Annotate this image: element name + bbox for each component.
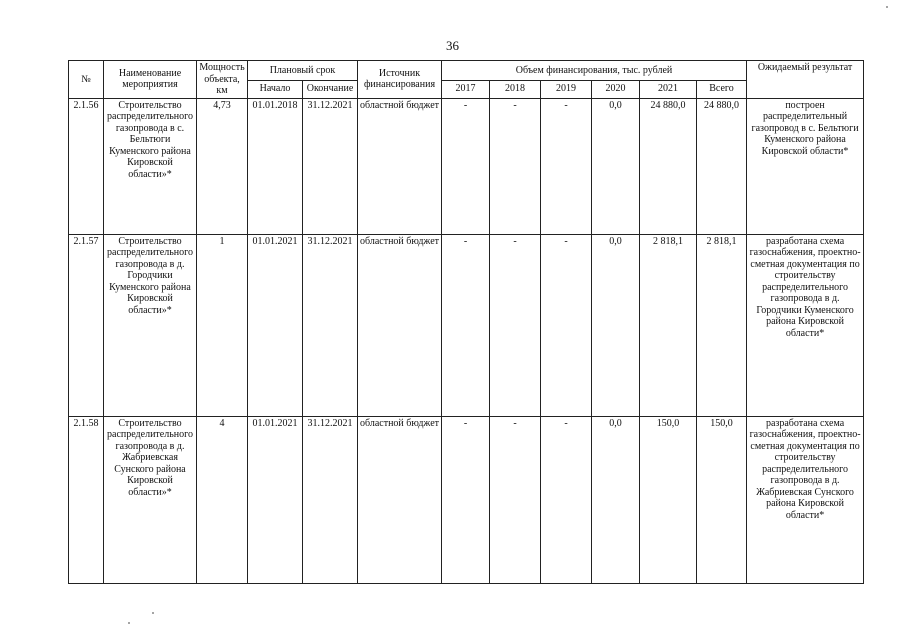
cell-source: областной бюджет <box>358 98 442 234</box>
scan-speck <box>152 612 154 614</box>
cell-2019: - <box>541 234 592 416</box>
cell-end: 31.12.2021 <box>303 234 358 416</box>
cell-2017: - <box>442 98 490 234</box>
table-row <box>69 98 864 234</box>
header-financing: Объем финансирования, тыс. рублей <box>442 61 747 81</box>
cell-start: 01.01.2021 <box>248 234 303 416</box>
financing-table <box>68 60 864 584</box>
cell-2021: 150,0 <box>640 416 697 583</box>
header-year-2018: 2018 <box>490 80 541 98</box>
cell-total: 2 818,1 <box>697 234 747 416</box>
cell-2021: 2 818,1 <box>640 234 697 416</box>
cell-2021: 24 880,0 <box>640 98 697 234</box>
table-row <box>69 234 864 416</box>
cell-2020: 0,0 <box>592 98 640 234</box>
cell-total: 150,0 <box>697 416 747 583</box>
cell-capacity: 4,73 <box>197 98 248 234</box>
cell-2019: - <box>541 98 592 234</box>
cell-source: областной бюджет <box>358 416 442 583</box>
cell-total: 24 880,0 <box>697 98 747 234</box>
header-year-2019: 2019 <box>541 80 592 98</box>
table-row <box>69 416 864 583</box>
scan-speck <box>128 622 130 624</box>
cell-result: построен распределительный газопровод в с. Бельтюги Куменского района Кировской области* <box>747 98 864 234</box>
cell-2018: - <box>490 416 541 583</box>
header-planned-term: Плановый срок <box>248 61 358 81</box>
header-result: Ожидаемый результат <box>747 61 864 99</box>
cell-end: 31.12.2021 <box>303 98 358 234</box>
cell-end: 31.12.2021 <box>303 416 358 583</box>
page-number: 36 <box>446 38 459 53</box>
header-row-1 <box>69 61 864 81</box>
cell-name: Строительство распределительного газопровода в д. Городчики Куменского района Кировской области»* <box>104 234 197 416</box>
cell-2017: - <box>442 416 490 583</box>
header-total: Всего <box>697 80 747 98</box>
header-name: Наименование мероприятия <box>104 61 197 99</box>
cell-name: Строительство распределительного газопровода в с. Бельтюги Куменского района Кировской области»* <box>104 98 197 234</box>
cell-2017: - <box>442 234 490 416</box>
cell-start: 01.01.2021 <box>248 416 303 583</box>
header-end: Окончание <box>303 80 358 98</box>
header-source: Источник финансирования <box>358 61 442 99</box>
cell-num: 2.1.56 <box>69 98 104 234</box>
cell-source: областной бюджет <box>358 234 442 416</box>
cell-2018: - <box>490 98 541 234</box>
header-num: № <box>69 61 104 99</box>
header-start: Начало <box>248 80 303 98</box>
cell-2020: 0,0 <box>592 416 640 583</box>
cell-2020: 0,0 <box>592 234 640 416</box>
cell-result: разработана схема газоснабжения, проектно-сметная документация по строительству распределительного газопровода в д. Городчики Куменского района Кировской области* <box>747 234 864 416</box>
cell-name: Строительство распределительного газопровода в д. Жабриевская Сунского района Кировской области»* <box>104 416 197 583</box>
cell-capacity: 1 <box>197 234 248 416</box>
scan-speck <box>886 6 888 8</box>
header-year-2017: 2017 <box>442 80 490 98</box>
cell-start: 01.01.2018 <box>248 98 303 234</box>
cell-2019: - <box>541 416 592 583</box>
header-year-2021: 2021 <box>640 80 697 98</box>
cell-2018: - <box>490 234 541 416</box>
header-capacity: Мощность объекта, км <box>197 61 248 99</box>
cell-num: 2.1.58 <box>69 416 104 583</box>
cell-result: разработана схема газоснабжения, проектно-сметная документация по строительству распределительного газопровода в д. Жабриевская Сунского района Кировской области* <box>747 416 864 583</box>
header-year-2020: 2020 <box>592 80 640 98</box>
cell-capacity: 4 <box>197 416 248 583</box>
cell-num: 2.1.57 <box>69 234 104 416</box>
